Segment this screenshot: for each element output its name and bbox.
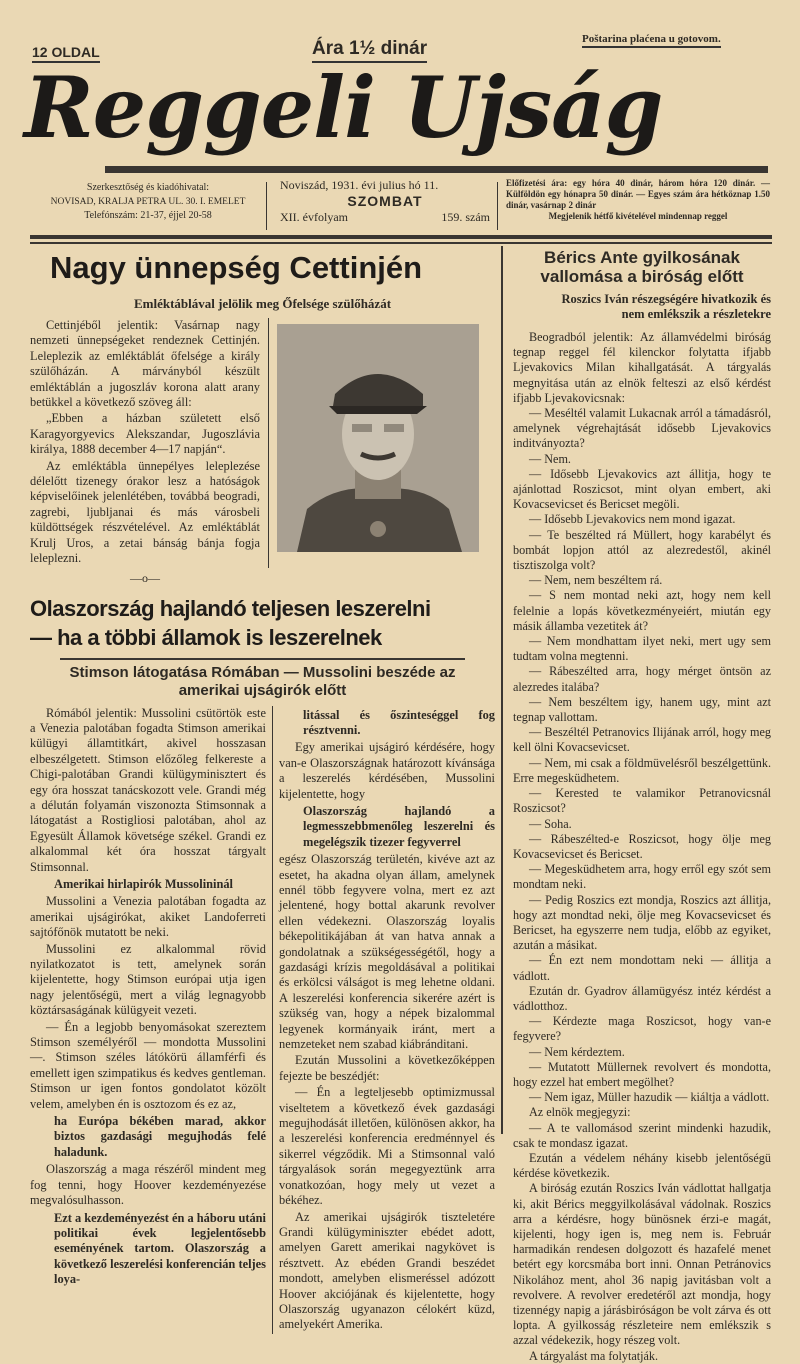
paragraph: Cettinjéből jelentik: Vasárnap nagy nemzeti ünnepségeket rendeznek Cettinjén. Leleplezik az emléktáblát őfelsége a király szülőházán. A márványból készült emléktáblán a jugoszláv korona alatt arany betükkel a következő szöveg áll:: [30, 318, 260, 410]
paragraph: — Megesküdhetem arra, hogy erről egy szót sem mondtam neki.: [513, 862, 771, 892]
story1-body: [30, 318, 260, 568]
paragraph: — Pedig Roszics ezt mondja, Roszics azt állitja, hogy azt mondtad neki, ölje meg Kovacsevicset és Bericset, ha egyszerre nem tudja, előbb az egyiket, azután a másikat.: [513, 892, 771, 953]
paragraph: — Én a legteljesebb optimizmussal viseltetem a következő évek gazdasági megujhodását illetően, különösen akkor, ha a leszerelési konferencia eredménnyel és sikerrel végződik. Mi a Stimsonnal való tárgyalások során megegyeztünk arra vonatkozóan, hogy mely ut vezet a békéhez.: [279, 1085, 495, 1208]
paragraph: — Én a legjobb benyomásokat szereztem Stimson személyéről — mondotta Mussolini —. Stimson széles látókörü államférfi és emellett igen szimpatikus és kedves gentleman. Stimson ur igen fontos gondolatot közölt velem, amelyben én is osztozom és ez az,: [30, 1019, 266, 1111]
story3-headline: Bérics Ante gyilkosának vallomása a biróság előtt: [540, 248, 744, 286]
paragraph: — Nem beszéltem igy, hanem ugy, mint azt tegnap vallottam.: [513, 694, 771, 725]
bold-highlight: ha Európa békében marad, akkor biztos gazdasági megujhodás felé haladunk.: [54, 1114, 266, 1159]
story1-headline: Nagy ünnepség Cettinjén: [50, 250, 423, 285]
paragraph: — Nem, mi csak a földmüvelésről beszélgettünk. Erre megesküdhetem.: [513, 755, 771, 785]
paragraph: Az emléktábla ünnepélyes leleplezése délelőtt tizenegy órakor lesz a hatóságok képviselőinek jelenlétében, továbbá beogradi, zagrebi, ljubljanai és más városbeli küldöttségek részvételével. Az emléktáblát Krulj Uros, a zetai bánság bánja fogja leleplezni.: [30, 458, 260, 566]
paragraph: „Ebben a házban született első Karagyorgyevics Alekszandar, Jugoszlávia királya, 1888 december 4—17 napján“.: [30, 411, 260, 457]
issue-date: Noviszád, 1931. évi julius hó 11.: [280, 178, 439, 192]
paragraph: Ezután Mussolini a következőképpen fejezte be beszédjét:: [279, 1053, 495, 1083]
postage-note: Poštarina plaćena u gotovom.: [582, 33, 721, 48]
paragraph: — Nem mondhattam ilyet neki, mert ugy sem tudtam volna megtenni.: [513, 634, 771, 664]
paragraph: — Nem, nem beszéltem rá.: [529, 573, 663, 588]
story2-headline-line2: — ha a többi államok is leszerelnek: [30, 624, 382, 650]
office-label: Szerkesztőség és kiadóhivatal:: [86, 182, 210, 193]
paragraph: — Én ezt nem mondottam neki — állitja a vádlott.: [513, 953, 771, 983]
paragraph: — Nem igaz, Müller hazudik — kiáltja a vádlott.: [529, 1090, 770, 1105]
paragraph: — Nem.: [529, 451, 571, 466]
paragraph: Az amerikai ujságirók tiszteletére Grandi külügyminiszter ebédet adott, amelyen Garett amerikai nagykövet is résztvett. Az ebéden Grandi beszédet mondott, amelyben elismeréssel adózott Hoover akciójának és kijelentette, hogy Olaszország ugyanazon célokért küzd, amelyekért Amerika.: [279, 1209, 495, 1332]
volume: XII. évfolyam: [280, 210, 348, 224]
story1-subhead: Emléktáblával jelölik meg Őfelsége szülőházát: [133, 296, 392, 311]
paragraph: — Rábeszélted-e Roszicsot, hogy ölje meg Kovacsevicset és Bericset.: [513, 831, 771, 861]
left-region: [30, 248, 495, 1334]
bold-highlight: Amerikai hirlapirók Mussolininál: [54, 876, 233, 891]
paragraph: — Meséltél valamit Lukacnak arról a támadásról, amelynek végrehajtását idősebb Ljevakovics inditványozta?: [513, 406, 771, 451]
price: Ára 1½ dinár: [312, 38, 427, 63]
paragraph: Beogradból jelentik: Az államvédelmi biróság tegnap reggel fél kilenckor folytatta ifjabb Ljevakovics Milan kihallgatását. A tárgyalás megnyitása után az elnök felteszi az első kérdést ifjabb Ljevakovicsnak:: [513, 330, 771, 405]
story2-column2: [279, 706, 495, 1334]
masthead-logo: Reggeli Ujság: [24, 58, 663, 157]
paragraph: Ezután dr. Gyadrov államügyész intéz kérdést a vádlotthoz.: [513, 983, 771, 1013]
paragraph: — S nem montad neki azt, hogy nem kell felelnie a lopás következményeiért, miután egy másik államba vezetitek át?: [513, 588, 771, 633]
story2-subhead: Stimson látogatása Rómában — Mussolini beszéde az amerikai ujságirók előtt: [69, 663, 456, 699]
subscription-info: [506, 178, 770, 222]
paragraph: Egy amerikai ujságiró kérdésére, hogy van-e Olaszországnak határozott kívánsága a leszerelés kérdésében, Mussolini kijelentette, hogy: [279, 740, 495, 801]
bold-highlight: Ezt a kezdeményezést én a háboru utáni politikai évek legjelentősebb eseményének tartom. Olaszország a következő leszerelési konferencián teljes loya-: [54, 1210, 267, 1287]
paragraph: — Kérdezte maga Roszicsot, hogy van-e fegyvere?: [513, 1014, 771, 1044]
paragraph: egész Olaszország területén, kivéve azt az esetet, ha akadna olyan állam, amelynek ennél több fegyvere volna, mert ez azt jelentené, hogy bottal akarunk revolver ellen védekezni. Olaszország loyalis békepolitikájában át van hatva annak a gondolatnak a szükségességétől, hogy a gazdasági krízis megoldásával a politikai és erkölcsi válságot is meg lehetne oldani. A leszerelési konferencia sikerére azért is szükség van, hogy a népek bizalommal legyenek kormányaik iránt, mert a nemzeteket nem szabad kiábránditani.: [279, 852, 495, 1052]
issue-info: [280, 178, 490, 225]
king-portrait-photo: [277, 324, 479, 552]
paragraph: Ezután a védelem néhány kisebb jelentőségü kérdése következik.: [513, 1150, 771, 1181]
story3-subhead: Roszics Iván részegségére hivatkozik és nem emlékszik a részletekre: [561, 292, 771, 321]
paragraph: Mussolini a Venezia palotában fogadta az amerikai ujságirókat, akiket Landoferreti sajtófőnök mutatott be neki.: [30, 894, 266, 940]
paragraph: — Te beszélted rá Müllert, hogy karabélyt és bombát lopjon attól az alezredestől, akinél tisztiszolga volt?: [513, 527, 771, 573]
paragraph: — Soha.: [529, 816, 572, 831]
paragraph: Mussolini ez alkalommal rövid nyilatkozatot is tett, amelynek során kijelentette, hogy Stimson európai utja igen nagy jelentőségü, mert a világ legnagyobb köztársaságának külügyeit vezeti.: [30, 941, 266, 1018]
paragraph: — Nem kérdeztem.: [529, 1044, 625, 1059]
separator: —o—: [130, 570, 160, 585]
story2-headline-line1: Olaszország hajlandó teljesen leszerelni: [30, 595, 431, 621]
paragraph: — A te vallomásod szerint mindenki hazudik, csak te mondasz igazat.: [513, 1120, 771, 1150]
bold-highlight: litással és őszinteséggel fog résztvenni.: [303, 707, 495, 737]
paragraph: — Rábeszélted arra, hogy mérget öntsön az alezredes italába?: [513, 664, 771, 694]
office-address: NOVISAD, KRALJA PETRA UL. 30. I. EMELET: [50, 197, 246, 207]
publication-schedule: Megjelenik hétfő kivételével mindennap reggel: [548, 211, 728, 221]
paragraph: A biróság ezután Roszics Iván vádlottat hallgatja ki, akit Bérics meggyilkolásával vádolnak. Roszics arra a kérdésre, hogy bünösnek érzi-e magát, kijelenti, hogy igen is, meg nem is. Február harmadikán rendesen dolgozott és hazafelé menet betért egy korcsmába bort inni. Onnan Petránovics Nikolához ment, ahol 36 napig javitásban volt a revolvere. A revolver eredetéről azt mondja, hogy tizennégy napig a járásbiróságon be volt zárva és ott lopta. A gyilkosság részleteire nem emlékszik s azzal védekezik, hogy részeg volt.: [513, 1181, 771, 1348]
paragraph: Rómából jelentik: Mussolini csütörtök este a Venezia palotában fogadta Stimson amerikai külügyi államtitkárt, akivel hosszasan elbeszélgetett. Stimson előzőleg felkereste a Chigi-palotában Grandi külügyminisztert és egy óra hosszat tanácskozott vele. Grandi még a délután folyamán viszonozta Stimsonnak a látogatást a Rostigliosi palotában, ahol az Egyesült Államok követsége székel. Grandi ez alkalommal két óra hosszat tárgyalt Stimsonnal.: [30, 705, 266, 874]
paragraph: — Mutatott Müllernek revolvert és mondotta, hogy ezzel hat embert megölhet?: [513, 1059, 771, 1089]
paragraph: — Idősebb Ljevakovics azt állitja, hogy te ajánlottad Roszicsot, mint olyan embert, aki Kovacsevicset és Bericset megöli.: [513, 466, 771, 512]
bold-highlight: Olaszország hajlandó a legmesszebbmenőleg leszerelni és megelégszik tizezer fegyverrel: [303, 803, 495, 849]
paragraph: Olaszország a maga részéről mindent meg fog tenni, hogy Hoover kezdeményezése megvalósulhasson.: [30, 1162, 266, 1208]
office-info: [34, 181, 262, 223]
issue-day: SZOMBAT: [347, 193, 423, 209]
office-phone: Telefónszám: 21-37, éjjel 20-58: [84, 210, 212, 221]
paragraph: Az elnök megjegyzi:: [529, 1105, 631, 1120]
subscription-price: Előfizetési ára: egy hóra 40 dinár, három hóra 120 dinár. — Külföldön egy hónapra 50 dinár. — Egyes szám ára hétköznap 1.50 dinár, vasárnap 2 dinár: [506, 178, 770, 210]
paragraph: A tárgyalást ma folytatják.: [529, 1348, 659, 1363]
paragraph: — Beszéltél Petranovics Ilijának arról, hogy meg kell ölni Kovacsevicset.: [513, 725, 771, 755]
story3-body: [513, 330, 771, 1364]
page-count: 12 OLDAL: [32, 44, 100, 63]
story2-column1: [30, 706, 266, 1290]
right-region: [513, 248, 771, 1364]
paragraph: — Kerested te valamikor Petranovicsnál Roszicsot?: [513, 786, 771, 816]
issue-number: 159. szám: [441, 210, 490, 224]
paragraph: — Idősebb Ljevakovics nem mond igazat.: [529, 512, 736, 527]
